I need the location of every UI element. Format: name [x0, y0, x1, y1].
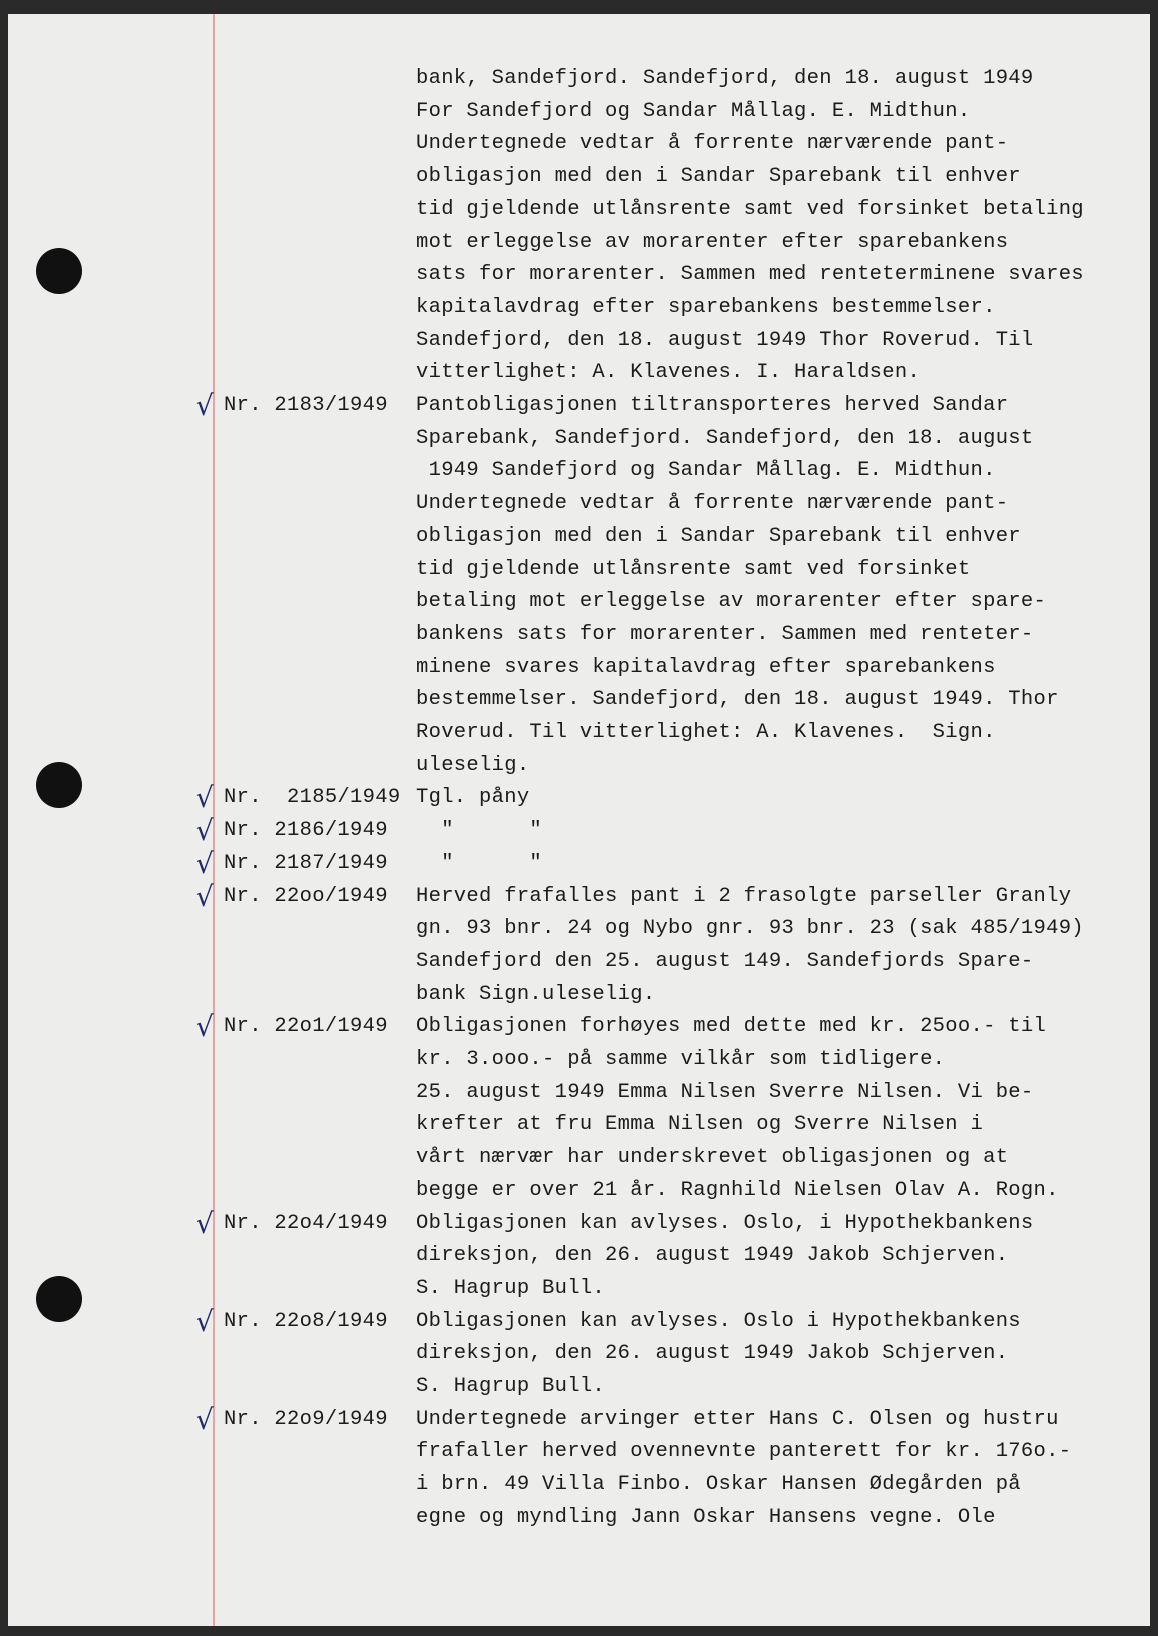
line-text: tid gjeldende utlånsrente samt ved forsinket betaling [416, 197, 1084, 221]
text-line [8, 585, 1150, 619]
text-line [8, 193, 1150, 227]
entry-line [8, 814, 1150, 848]
check-mark: √ [196, 1206, 215, 1240]
check-mark: √ [196, 389, 215, 422]
line-text: Undertegnede vedtar å forrente nærværende pant- [416, 132, 1009, 156]
check-mark: √ [196, 781, 215, 815]
text-line [8, 1239, 1150, 1273]
line-text: egne og myndling Jann Oskar Hansens vegne. Ole [416, 1505, 996, 1529]
text-line [8, 749, 1150, 783]
line-text: bankens sats for morarenter. Sammen med renteter- [416, 622, 1034, 646]
check-mark: √ [196, 879, 215, 913]
line-text: 25. august 1949 Emma Nilsen Sverre Nilsen. Vi be- [416, 1080, 1034, 1104]
line-text: kr. 3.ooo.- på samme vilkår som tidligere. [416, 1048, 946, 1071]
line-text: tid gjeldende utlånsrente samt ved forsinket [416, 557, 971, 581]
text-line [8, 1108, 1150, 1142]
line-text: direksjon, den 26. august 1949 Jakob Schjerven. [416, 1342, 1009, 1366]
line-text: i brn. 49 Villa Finbo. Oskar Hansen Ødegården på [416, 1473, 1021, 1497]
text-line [8, 1468, 1150, 1502]
entry-number: Nr. 22o4/1949 [224, 1211, 388, 1235]
entry-line [8, 1010, 1150, 1044]
entry-number: Nr. 2186/1949 [224, 819, 388, 843]
text-line [8, 1370, 1150, 1404]
entry-number: Nr. 22o9/1949 [224, 1407, 388, 1431]
text-line [8, 716, 1150, 750]
line-text: sats for morarenter. Sammen med renteterminene svares [416, 263, 1084, 287]
line-text: bestemmelser. Sandefjord, den 18. august 1949. Thor [416, 688, 1059, 712]
text-line [8, 1141, 1150, 1175]
line-text: vårt nærvær har underskrevet obligasjonen og at [416, 1146, 1009, 1170]
line-text: Herved frafalles pant i 2 frasolgte parseller Granly [416, 884, 1072, 908]
line-text: Roverud. Til vitterlighet: A. Klavenes. Sign. [416, 721, 996, 744]
entry-line [8, 1207, 1150, 1241]
entry-number: Nr. 2185/1949 [224, 786, 401, 810]
line-text: " " [416, 851, 543, 875]
text-line [8, 1501, 1150, 1535]
text-line [8, 324, 1150, 358]
entry-line [8, 1305, 1150, 1339]
text-line [8, 618, 1150, 652]
text-line [8, 258, 1150, 292]
text-line [8, 912, 1150, 946]
text-line [8, 1435, 1150, 1469]
text-line [8, 1076, 1150, 1110]
line-text: Tgl. påny [416, 786, 530, 810]
line-text: Undertegnede arvinger etter Hans C. Olsen og hustru [416, 1407, 1059, 1431]
text-line [8, 651, 1150, 685]
text-line [8, 487, 1150, 521]
text-line [8, 978, 1150, 1012]
line-text: minene svares kapitalavdrag efter sparebankens [416, 655, 996, 679]
entry-line [8, 781, 1150, 815]
line-text: bank Sign.uleselig. [416, 982, 656, 1006]
line-text: frafaller herved ovennevnte panterett for kr. 176o.- [416, 1440, 1072, 1464]
check-mark: √ [196, 846, 215, 880]
entry-line [8, 880, 1150, 914]
line-text: gn. 93 bnr. 24 og Nybo gnr. 93 bnr. 23 (sak 485/1949) [416, 917, 1084, 941]
text-line [8, 1272, 1150, 1306]
line-text: vitterlighet: A. Klavenes. I. Haraldsen. [416, 361, 921, 385]
line-text: uleselig. [416, 753, 530, 777]
text-line [8, 454, 1150, 488]
entry-number: Nr. 22o8/1949 [224, 1309, 388, 1333]
line-text: direksjon, den 26. august 1949 Jakob Schjerven. [416, 1244, 1009, 1268]
text-line [8, 160, 1150, 194]
text-line [8, 291, 1150, 325]
text-line [8, 1337, 1150, 1371]
text-line [8, 945, 1150, 979]
text-line [8, 1043, 1150, 1077]
entry-line [8, 847, 1150, 881]
text-line [8, 95, 1150, 129]
entry-line [8, 1403, 1150, 1437]
check-mark: √ [196, 1402, 215, 1436]
line-text: Undertegnede vedtar å forrente nærværende pant- [416, 492, 1009, 516]
line-text: Pantobligasjonen tiltransporteres herved Sandar [416, 394, 1009, 417]
line-text: For Sandefjord og Sandar Mållag. E. Midthun. [416, 99, 971, 123]
entry-number: Nr. 2187/1949 [224, 851, 388, 875]
line-text: Obligasjonen forhøyes med dette med kr. 25oo.- til [416, 1015, 1047, 1039]
line-text: Sparebank, Sandefjord. Sandefjord, den 18. august [416, 426, 1034, 450]
text-line [8, 62, 1150, 96]
entry-number: Nr. 22o1/1949 [224, 1015, 388, 1039]
entry-number: Nr. 2183/1949 [224, 394, 388, 417]
line-text: " " [416, 819, 543, 843]
line-text: Obligasjonen kan avlyses. Oslo, i Hypothekbankens [416, 1211, 1034, 1235]
text-line [8, 422, 1150, 456]
line-text: krefter at fru Emma Nilsen og Sverre Nilsen i [416, 1113, 984, 1137]
check-mark: √ [196, 1010, 215, 1044]
entry-number: Nr. 22oo/1949 [224, 884, 388, 908]
document-page [8, 14, 1150, 1626]
text-line [8, 127, 1150, 161]
line-text: Sandefjord, den 18. august 1949 Thor Roverud. Til [416, 328, 1034, 352]
text-line [8, 356, 1150, 390]
line-text: kapitalavdrag efter sparebankens bestemmelser. [416, 295, 996, 319]
line-text: begge er over 21 år. Ragnhild Nielsen Olav A. Rogn. [416, 1178, 1059, 1202]
check-mark: √ [196, 1304, 215, 1338]
text-line [8, 520, 1150, 554]
entry-line [8, 389, 1150, 423]
line-text: S. Hagrup Bull. [416, 1276, 606, 1300]
line-text: mot erleggelse av morarenter efter sparebankens [416, 230, 1009, 254]
line-text: bank, Sandefjord. Sandefjord, den 18. august 1949 [416, 67, 1034, 90]
text-line [8, 226, 1150, 260]
line-text: betaling mot erleggelse av morarenter efter spare- [416, 590, 1047, 614]
check-mark: √ [196, 814, 215, 848]
line-text: obligasjon med den i Sandar Sparebank til enhver [416, 524, 1021, 548]
line-text: Obligasjonen kan avlyses. Oslo i Hypothekbankens [416, 1309, 1021, 1333]
text-line [8, 683, 1150, 717]
text-body [8, 14, 1150, 1626]
line-text: S. Hagrup Bull. [416, 1375, 606, 1398]
line-text: Sandefjord den 25. august 149. Sandefjords Spare- [416, 949, 1034, 973]
line-text: obligasjon med den i Sandar Sparebank til enhver [416, 165, 1021, 189]
text-line [8, 1174, 1150, 1208]
text-line [8, 553, 1150, 587]
line-text: 1949 Sandefjord og Sandar Mållag. E. Midthun. [416, 459, 996, 483]
